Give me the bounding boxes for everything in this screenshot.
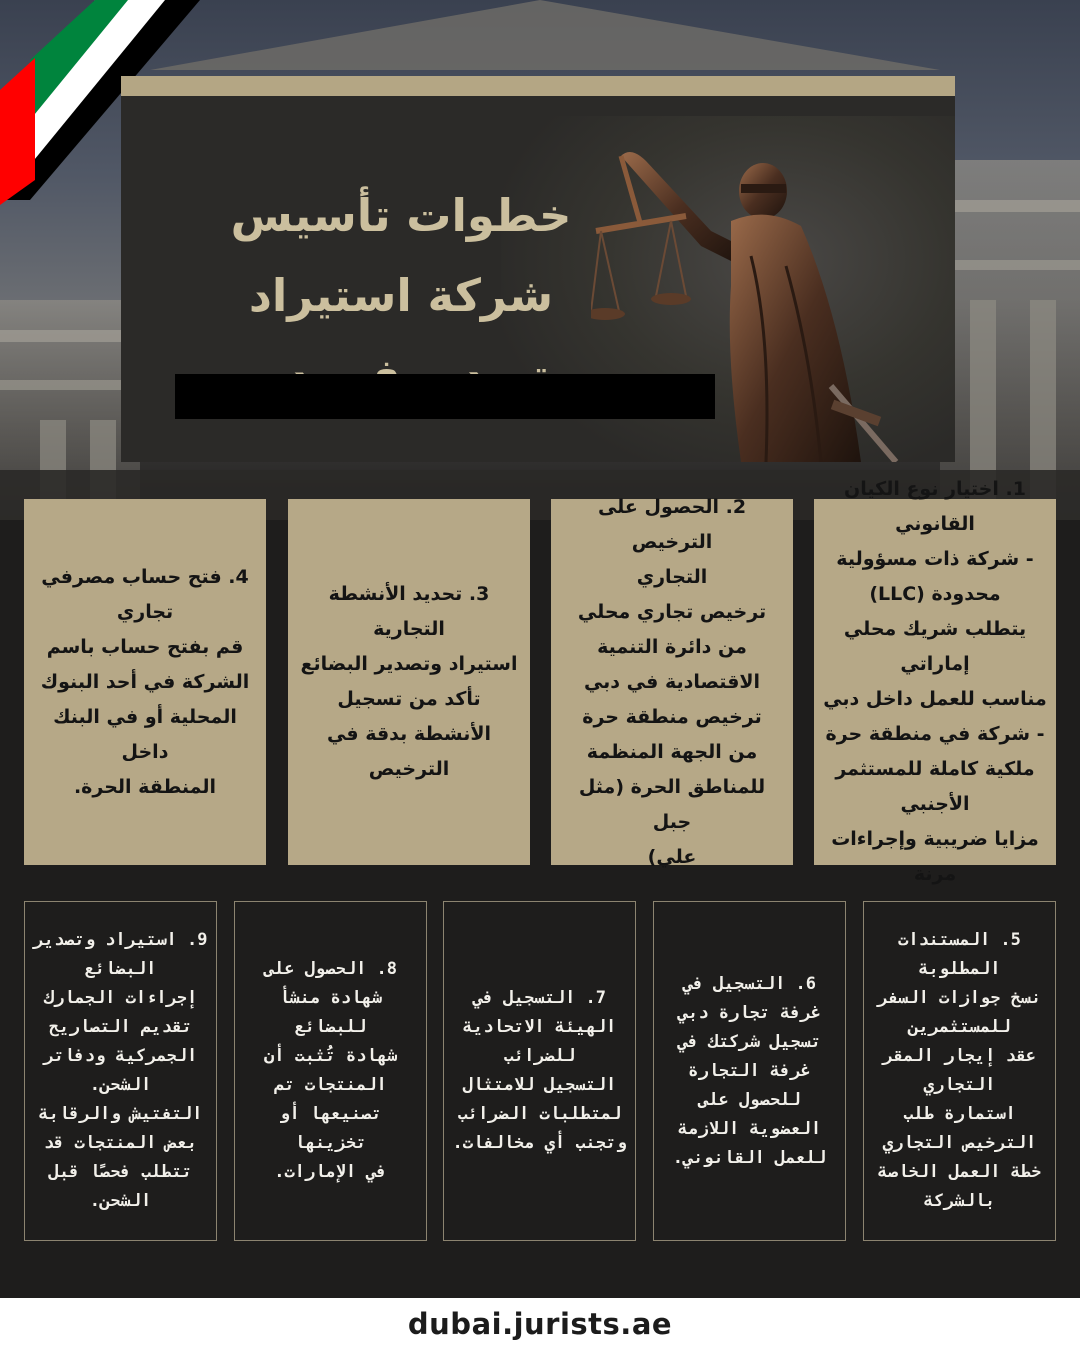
step-line: 4. فتح حساب مصرفي <box>41 565 249 588</box>
step-line: المطلوبة <box>918 959 1001 979</box>
step-line: 7. التسجيل في <box>472 988 607 1008</box>
step-line: المنطقة الحرة. <box>73 775 217 798</box>
step-line: بعض المنتجات قد <box>43 1133 198 1153</box>
step-line: 8. الحصول على <box>263 959 398 979</box>
step-line: الشحن. <box>89 1191 152 1211</box>
step-line: محدودة (LLC) <box>869 583 1001 605</box>
step-line: المنتجات تم <box>274 1075 387 1095</box>
step-line: للمناطق الحرة (مثل جبل <box>578 775 766 833</box>
step-line: مزايا ضريبية وإجراءات مرنة <box>831 828 1039 885</box>
step-line: عقد إيجار المقر <box>882 1046 1037 1066</box>
step-line: يتطلب شريك محلي <box>843 618 1027 640</box>
step-line: 2. الحصول على الترخيص <box>597 495 747 553</box>
step-line: - شركة في منطقة حرة <box>825 723 1045 745</box>
step-line: 1. اختيار نوع الكيان القانوني <box>844 478 1026 535</box>
step-line: علي) <box>647 845 697 868</box>
step-line: للحصول على <box>698 1089 801 1110</box>
step-line: التجاري <box>923 1075 996 1095</box>
step-line: التجارية <box>373 618 445 640</box>
step-line: تتطلب فحصًا قبل <box>48 1162 193 1182</box>
step-line: ملكية كاملة للمستثمر <box>835 758 1035 780</box>
step-card-7 <box>443 901 636 1241</box>
step-line: ترخيص منطقة حرة <box>582 705 762 728</box>
step-card-6 <box>653 901 846 1241</box>
step-line: الأنشطة بدقة في <box>326 723 492 745</box>
step-card-8 <box>234 901 427 1241</box>
step-line: استيراد وتصدير البضائع <box>300 653 518 675</box>
step-line: العضوية اللازمة <box>677 1118 822 1139</box>
step-line: غرفة تجارة دبي <box>677 1002 822 1023</box>
step-line: الأجنبي <box>900 793 970 815</box>
title-line: خطوات تأسيس <box>230 189 572 242</box>
step-card-5 <box>863 901 1056 1241</box>
step-line: التسجيل للامتثال <box>462 1075 617 1095</box>
step-line: التفتيش والرقابة <box>38 1104 203 1124</box>
step-line: 6. التسجيل في <box>682 973 817 994</box>
step-line: بالشركة <box>923 1191 996 1211</box>
step-line: الهيئة الاتحادية <box>462 1017 617 1037</box>
step-line: إماراتي <box>900 653 970 675</box>
step-line: الشركة في أحد البنوك <box>40 670 250 693</box>
lady-justice-statue-image <box>591 136 955 462</box>
hero-top-bar <box>121 76 955 96</box>
step-line: نسخ جوازات السفر <box>877 988 1042 1008</box>
title-line: شركة استيراد <box>248 269 554 322</box>
step-line: لمتطلبات الضرائب <box>457 1104 622 1124</box>
step-line: من دائرة التنمية <box>597 635 747 658</box>
hero-panel <box>121 76 955 462</box>
step-line: تقديم التصاريح <box>48 1017 193 1037</box>
step-line: وتجنب أي مخالفات. <box>452 1133 627 1153</box>
step-line: - شركة ذات مسؤولية <box>836 548 1034 570</box>
step-line: مناسب للعمل داخل دبي <box>823 688 1047 710</box>
step-line: استمارة طلب <box>903 1104 1016 1124</box>
step-line: خطة العمل الخاصة <box>877 1162 1042 1182</box>
step-card-1 <box>814 478 1056 885</box>
website-link[interactable]: dubai.jurists.ae <box>407 1307 673 1341</box>
step-line: قم بفتح حساب باسم <box>46 635 244 658</box>
step-line: 3. تحديد الأنشطة <box>328 583 490 605</box>
step-line: الجمركية ودفاتر <box>43 1046 198 1066</box>
step-card-9 <box>24 901 217 1241</box>
footer-bar <box>0 1298 1080 1350</box>
step-card-3 <box>288 499 530 865</box>
step-line: الاقتصادية في دبي <box>583 670 761 693</box>
step-line: تأكد من تسجيل <box>337 688 481 710</box>
step-line: المحلية أو في البنك داخل <box>53 705 237 763</box>
step-line: شهادة منشأ <box>279 988 382 1008</box>
step-card-2 <box>551 495 793 868</box>
step-card-4 <box>24 499 266 865</box>
step-line: تصنيعها أو تخزينها <box>279 1104 382 1153</box>
step-line: شهادة تُثبت أن <box>263 1046 398 1066</box>
step-line: الترخيص <box>368 758 450 780</box>
step-line: للبضائع <box>294 1017 367 1037</box>
step-line: الشحن. <box>89 1075 152 1095</box>
step-line: البضائع <box>84 959 157 979</box>
step-line: تسجيل شركتك في <box>677 1031 822 1052</box>
step-line: في الإمارات. <box>274 1162 387 1182</box>
step-line: 5. المستندات <box>898 930 1021 950</box>
step-line: تجاري <box>116 600 174 623</box>
step-line: ترخيص تجاري محلي <box>577 600 767 623</box>
step-line: إجراءات الجمارك <box>43 988 198 1008</box>
step-line: التجاري <box>636 565 708 588</box>
step-line: للعمل القانوني. <box>672 1147 827 1168</box>
step-line: للضرائب <box>503 1046 576 1066</box>
step-line: الترخيص التجاري <box>882 1133 1037 1153</box>
step-line: من الجهة المنظمة <box>586 740 758 763</box>
step-line: غرفة التجارة <box>688 1060 811 1081</box>
step-line: 9. استيراد وتصدير <box>33 930 208 950</box>
step-line: للمستثمرين <box>908 1017 1011 1037</box>
